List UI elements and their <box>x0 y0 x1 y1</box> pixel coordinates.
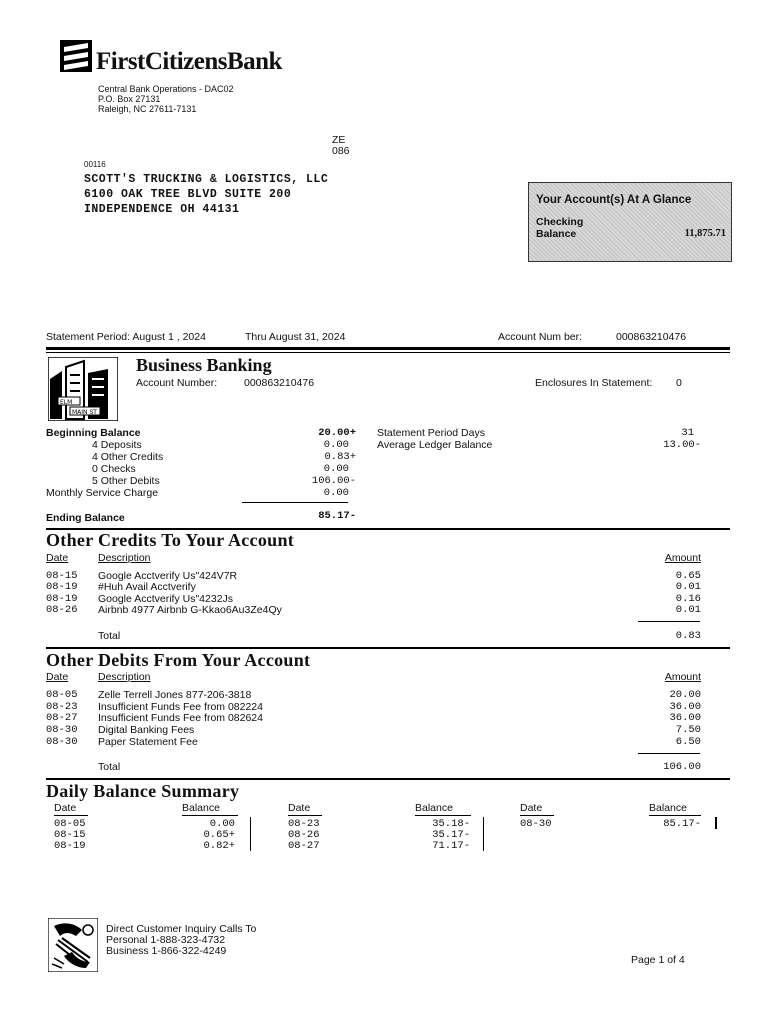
divider <box>250 817 251 851</box>
summary-value: 0.83+ <box>324 451 356 463</box>
divider <box>46 647 730 649</box>
table-row-amount: 7.50 <box>675 724 701 736</box>
table-row-date: 08-30 <box>46 724 78 736</box>
divider <box>242 502 348 503</box>
page-number: Page 1 of 4 <box>631 954 685 966</box>
divider <box>54 815 88 816</box>
daily-date: 08-19 <box>54 840 86 852</box>
daily-title: Daily Balance Summary <box>46 781 240 801</box>
table-row-description: Insufficient Funds Fee from 082224 <box>98 701 263 713</box>
summary-label: Monthly Service Charge <box>46 487 159 499</box>
summary-right-label: Average Ledger Balance <box>377 439 493 451</box>
daily-header-balance: Balance <box>182 802 220 814</box>
statement-period-thru: Thru August 31, 2024 <box>245 331 346 343</box>
divider <box>520 815 554 816</box>
phone-support-icon <box>48 918 98 972</box>
summary-right-label: Statement Period Days <box>377 427 485 439</box>
credits-header-description: Description <box>98 552 151 564</box>
debits-header-date: Date <box>46 671 69 683</box>
daily-header-date: Date <box>54 802 77 814</box>
summary-right-value: 13.00- <box>663 439 701 451</box>
credits-title: Other Credits To Your Account <box>46 530 295 550</box>
glance-balance: 11,875.71 <box>684 228 726 239</box>
bank-name: FirstCitizensBank <box>96 48 282 75</box>
debits-total: 106.00 <box>663 761 701 773</box>
glance-checking: Checking Balance 11,875.71 <box>536 216 726 240</box>
credits-header-date: Date <box>46 552 69 564</box>
business-account-number: 000863210476 <box>244 377 315 389</box>
daily-balance: 85.17- <box>663 818 701 830</box>
table-row-date: 08-15 <box>46 570 78 582</box>
enclosures-count: 0 <box>676 377 682 389</box>
table-row-date: 08-19 <box>46 593 78 605</box>
table-row-date: 08-27 <box>46 712 78 724</box>
daily-balance: 71.17- <box>432 840 470 852</box>
account-number: 000863210476 <box>616 331 687 343</box>
table-row-description: #Huh Avail Acctverify <box>98 581 196 593</box>
table-row-description: Insufficient Funds Fee from 082624 <box>98 712 263 724</box>
divider <box>649 815 701 816</box>
credits-total-label: Total <box>98 630 121 642</box>
debits-header-amount: Amount <box>664 671 701 683</box>
divider <box>46 778 730 780</box>
daily-header-balance: Balance <box>415 802 453 814</box>
debits-title: Other Debits From Your Account <box>46 650 311 670</box>
glance-title: Your Account(s) At A Glance <box>536 194 692 206</box>
summary-value: 0.00 <box>323 439 349 451</box>
statement-period-from: Statement Period: August 1 , 2024 <box>46 331 206 343</box>
daily-date: 08-15 <box>54 829 86 841</box>
summary-value: 0.00 <box>323 463 349 475</box>
daily-header-date: Date <box>288 802 311 814</box>
svg-text:MAIN ST: MAIN ST <box>72 409 97 416</box>
account-number-label: Account Num ber: <box>498 331 583 343</box>
table-row-amount: 36.00 <box>669 701 701 713</box>
table-row-description: Airbnb 4977 Airbnb G-Kkao6Au3Ze4Qy <box>98 604 282 616</box>
daily-balance: 0.65+ <box>203 829 235 841</box>
divider <box>638 753 700 754</box>
divider <box>46 347 730 350</box>
divider <box>182 815 238 816</box>
divider <box>483 817 484 851</box>
table-row-date: 08-30 <box>46 736 78 748</box>
summary-label: 0 Checks <box>92 463 136 475</box>
daily-date: 08-23 <box>288 818 320 830</box>
table-row-description: Zelle Terrell Jones 877-206-3818 <box>98 689 252 701</box>
credits-header-amount: Amount <box>664 552 701 564</box>
table-row-description: Google Acctverify Us"424V7R <box>98 570 238 582</box>
table-row-description: Digital Banking Fees <box>98 724 195 736</box>
table-row-amount: 36.00 <box>669 712 701 724</box>
business-banking-icon <box>48 357 118 421</box>
business-banking-title: Business Banking <box>136 355 272 375</box>
table-row-amount: 0.16 <box>675 593 701 605</box>
divider <box>715 817 717 829</box>
divider <box>638 621 700 622</box>
table-row-amount: 0.01 <box>675 581 701 593</box>
table-row-description: Google Acctverify Us"4232Js <box>98 593 234 605</box>
customer-address: SCOTT'S TRUCKING & LOGISTICS, LLC 6100 OAK TREE BLVD SUITE 200 INDEPENDENCE OH 44131 <box>84 173 329 216</box>
ending-balance-value: 85.17- <box>318 510 356 522</box>
bank-logo-icon <box>60 40 92 72</box>
daily-date: 08-27 <box>288 840 320 852</box>
business-account-label: Account Number: <box>136 377 218 389</box>
daily-date: 08-26 <box>288 829 320 841</box>
account-glance-box <box>528 182 732 262</box>
table-row-description: Paper Statement Fee <box>98 736 198 748</box>
debits-total-label: Total <box>98 761 121 773</box>
daily-header-balance: Balance <box>649 802 687 814</box>
table-row-amount: 0.65 <box>675 570 701 582</box>
svg-text:ELM: ELM <box>60 399 73 406</box>
summary-value: 0.00 <box>323 487 349 499</box>
daily-balance: 35.17- <box>432 829 470 841</box>
table-row-date: 08-26 <box>46 604 78 616</box>
table-row-amount: 0.01 <box>675 604 701 616</box>
debits-header-description: Description <box>98 671 151 683</box>
divider <box>46 352 730 353</box>
credits-total: 0.83 <box>675 630 701 642</box>
ending-balance-label: Ending Balance <box>46 512 125 524</box>
customer-inquiry: Direct Customer Inquiry Calls To Personal 1-888-323-4732 Business 1-866-322-4249 <box>106 923 257 957</box>
summary-right-value: 31 <box>681 427 694 439</box>
table-row-date: 08-19 <box>46 581 78 593</box>
summary-value: 20.00+ <box>318 427 356 439</box>
daily-balance: 0.82+ <box>203 840 235 852</box>
summary-value: 106.00- <box>311 475 356 487</box>
summary-label: 5 Other Debits <box>92 475 160 487</box>
routing-codes: ZE 086 <box>332 134 350 157</box>
table-row-date: 08-05 <box>46 689 78 701</box>
summary-label: 4 Other Credits <box>92 451 164 463</box>
divider <box>288 815 322 816</box>
enclosures-label: Enclosures In Statement: <box>535 377 653 389</box>
daily-balance: 0.00 <box>209 818 235 830</box>
summary-label: 4 Deposits <box>92 439 142 451</box>
daily-header-date: Date <box>520 802 543 814</box>
daily-date: 08-30 <box>520 818 552 830</box>
divider <box>415 815 471 816</box>
table-row-amount: 6.50 <box>675 736 701 748</box>
daily-date: 08-05 <box>54 818 86 830</box>
table-row-amount: 20.00 <box>669 689 701 701</box>
sequence-number: 00116 <box>84 160 106 169</box>
summary-label: Beginning Balance <box>46 427 141 439</box>
daily-balance: 35.18- <box>432 818 470 830</box>
bank-address: Central Bank Operations - DAC02 P.O. Box 27131 Raleigh, NC 27611-7131 <box>98 84 234 114</box>
table-row-date: 08-23 <box>46 701 78 713</box>
